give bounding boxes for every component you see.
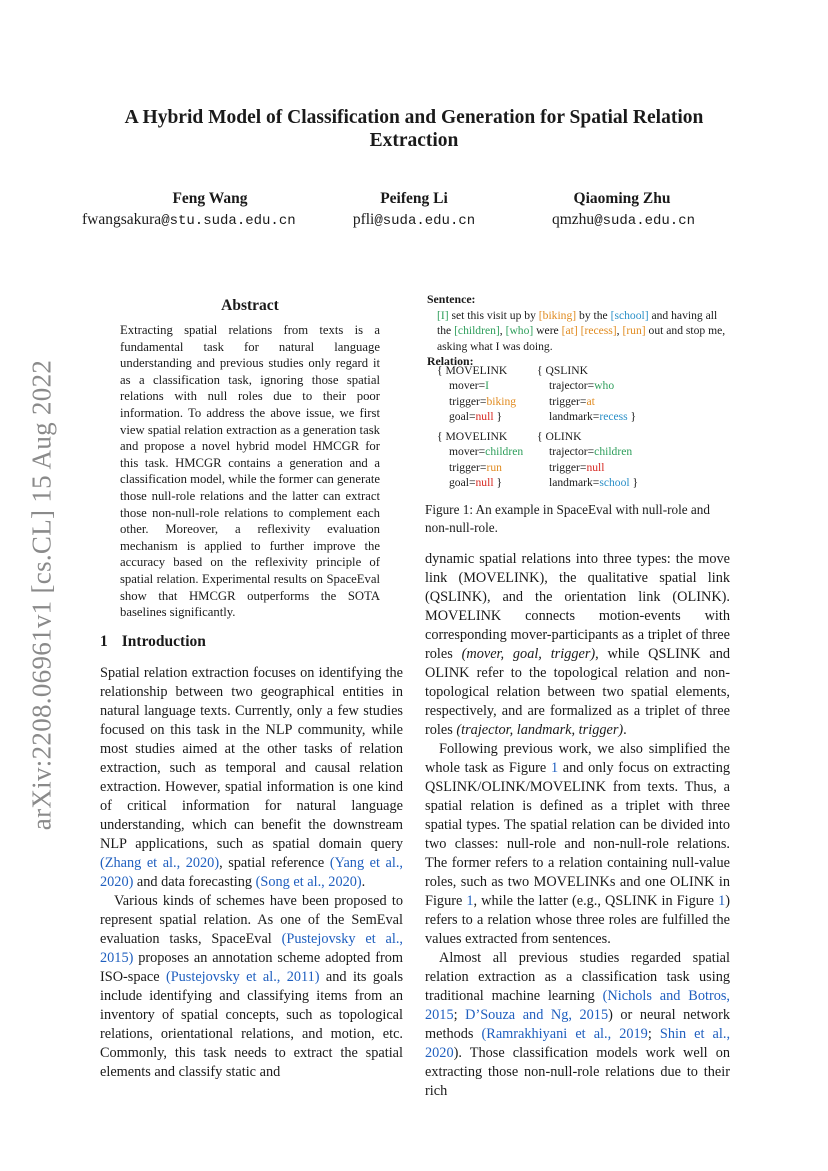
author-email: fwangsakura@stu.suda.edu.cn [82, 211, 296, 229]
paper-title: A Hybrid Model of Classification and Generation for Spatial Relation Extraction [124, 107, 704, 151]
sentence-label: Sentence: [427, 292, 476, 306]
role-green-text: who [594, 379, 615, 393]
plain-text: , [499, 324, 506, 337]
role-green-text: children [594, 445, 633, 459]
plain-text: landmark= [549, 475, 600, 489]
plain-text: } [493, 409, 503, 423]
relation-role-line [437, 409, 516, 424]
paragraph [425, 740, 730, 949]
paragraph-text: Almost all previous studies regarded spatial relation extraction as a classification task using traditional machine learning [425, 950, 730, 1004]
citation-link[interactable]: (Ramrakhiyani et al., 2019 [481, 1026, 648, 1042]
paragraph [425, 949, 730, 1101]
paragraph-text: , spatial reference [219, 855, 330, 871]
paragraph [100, 664, 403, 892]
citation-link[interactable]: D’Souza and Ng, 2015 [465, 1007, 609, 1023]
paragraph-text: Spatial relation extraction focuses on identifying the relationship between two geographical entities in natural language texts. Currently, only a few studies focused on this task in the NLP community, while most studies aimed at the other tasks of relation extraction, such as temporal and causal relation extraction. However, spatial information is one kind of critical information for natural language understanding, which can benefit the downstream NLP applications, such as spatial domain query [100, 665, 403, 852]
example-sentence [437, 308, 732, 355]
plain-text: , [616, 324, 623, 337]
author-name: Qiaoming Zhu [573, 190, 671, 207]
relation-role-line [537, 409, 636, 424]
relation-role-line [537, 460, 638, 475]
relation-role-line [437, 444, 523, 459]
paragraph-text: Following previous work, we also simplified the whole task as Figure [425, 741, 730, 776]
role-green-text: children [485, 445, 524, 459]
paragraph-text: dynamic spatial relations into three types: the move link (MOVELINK), the qualitative spatial link (QSLINK), and the orientation link (OLINK). MOVELINK connects motion-events with corresponding mover-participants as a triplet of three roles [425, 551, 730, 662]
figure-reference-link[interactable]: 1 [718, 893, 726, 909]
role-orange-text: [run] [622, 324, 646, 337]
relation-role-line [437, 378, 516, 393]
citation-link[interactable]: (Pustejovsky et al., 2011) [165, 969, 320, 985]
plain-text: trajector= [549, 379, 595, 393]
emphasis-text: (mover, goal, trigger) [461, 646, 596, 662]
abstract-heading: Abstract [221, 297, 279, 314]
relation-label: Relation: [427, 354, 474, 368]
paragraph-text: ; [647, 1026, 660, 1042]
relation-box-movelink-2 [437, 429, 523, 490]
role-teal-text: recess [599, 409, 628, 423]
author-email: qmzhu@suda.edu.cn [552, 211, 696, 229]
relation-type-label: { MOVELINK [437, 430, 508, 443]
figure-reference-link[interactable]: 1 [550, 760, 559, 776]
figure-caption: Figure 1: An example in SpaceEval with null-role and non-null-role. [425, 502, 710, 535]
paragraph [425, 550, 730, 740]
plain-text: } [629, 475, 639, 489]
relation-role-line [537, 475, 638, 490]
role-teal-text: [school] [610, 308, 649, 322]
plain-text: goal= [449, 475, 476, 489]
citation-link[interactable]: Shin et al., 2020 [425, 1026, 731, 1061]
arxiv-identifier-text: arXiv:2208.06961v1 [cs.CL] 15 Aug 2022 [26, 359, 57, 831]
relation-box-qslink [537, 363, 636, 424]
author-email: pfli@suda.edu.cn [352, 211, 476, 229]
role-red-text: null [586, 460, 605, 474]
plain-text: goal= [449, 409, 476, 423]
plain-text: out and stop me, asking what I was doing. [437, 324, 726, 353]
plain-text: by the [576, 308, 611, 322]
plain-text: mover= [449, 445, 486, 459]
citation-link[interactable]: (Pustejovsky et al., 2015) [100, 931, 403, 966]
section-number: 1 [100, 633, 108, 650]
author-block-3 [552, 188, 696, 232]
relation-role-line [437, 394, 516, 409]
figure-1 [427, 292, 732, 370]
plain-text: } [627, 409, 637, 423]
plain-text: trigger= [549, 460, 587, 474]
role-green-text: I [485, 379, 490, 393]
paragraph-text: ). Those classification models work well on extracting those non-null-role relations due to their rich [425, 1045, 730, 1099]
plain-text: trigger= [549, 394, 587, 408]
section-title: Introduction [121, 633, 206, 650]
paragraph-text: ; [453, 1007, 466, 1023]
right-column-body [425, 550, 730, 1101]
paragraph-text: , while the latter (e.g., QSLINK in Figure [473, 893, 719, 909]
paragraph-text: and data forecasting [133, 874, 256, 890]
left-column-body [100, 664, 403, 1082]
relation-box-olink [537, 429, 638, 490]
author-block-2 [344, 188, 484, 232]
arxiv-identifier [22, 330, 62, 860]
relation-role-line [537, 444, 638, 459]
role-red-text: null [475, 475, 494, 489]
plain-text: trajector= [549, 445, 595, 459]
paragraph-text: proposes an annotation scheme adopted from ISO-space [100, 950, 403, 985]
plain-text: mover= [449, 379, 486, 393]
role-orange-text: biking [486, 394, 517, 408]
paragraph-text: and only focus on extracting QSLINK/OLINK/MOVELINK from texts. Thus, a spatial relation is defined as a triplet with three spatial types. The spatial relation can be divided into two classes: null-role and non-null-role relations. The former refers to a relation containing null-value roles, such as two MOVELINKs and one OLINK in Figure [425, 760, 730, 909]
plain-text: } [493, 475, 503, 489]
relation-type-label: { MOVELINK [437, 364, 508, 377]
citation-link[interactable]: (Yang et al., 2020) [100, 855, 403, 890]
role-green-text: [children] [454, 324, 500, 337]
relation-type-label: { QSLINK [537, 364, 588, 377]
author-name: Peifeng Li [380, 190, 448, 207]
paragraph-text: ) or neural network methods [425, 1007, 730, 1042]
role-red-text: null [475, 409, 494, 423]
plain-text: were [533, 324, 562, 337]
citation-link[interactable]: (Song et al., 2020) [255, 874, 362, 890]
plain-text: trigger= [449, 460, 487, 474]
paragraph-text: , while QSLINK and OLINK refer to the topological relation and non-topological relation between two spatial elements, respectively, and are formalized as a triplet of three roles [425, 646, 730, 738]
relation-role-line [437, 460, 523, 475]
emphasis-text: (trajector, landmark, trigger) [456, 722, 624, 738]
abstract-text: Extracting spatial relations from texts is a fundamental task for natural language understanding and previous studies only regard it as a classification task, ignoring those spatial relations with null roles due to their poor information. To address the above issue, we first view spatial relation extraction as a generation task and propose a novel hybrid model HMCGR for this task. HMCGR contains a generation and a classification model, while the former can generate those null-role relations and the latter can extract those non-null-role relations to complement each other. Moreover, a reflexivity evaluation mechanism is applied to further improve the accuracy based on the reflexivity principle of spatial relation. Experimental results on SpaceEval show that HMCGR outperforms the SOTA baselines significantly. [120, 323, 380, 620]
citation-link[interactable]: (Nichols and Botros, 2015 [425, 988, 731, 1023]
author-block-1 [82, 188, 296, 232]
role-orange-text: at [586, 394, 595, 408]
paragraph-text: Various kinds of schemes have been proposed to represent spatial relation. As one of the SemEval evaluation tasks, SpaceEval [100, 893, 403, 947]
paragraph-text: ) refers to a relation whose three roles are fulfilled the values extracted from sentences. [425, 893, 730, 947]
relation-role-line [537, 394, 636, 409]
plain-text: trigger= [449, 394, 487, 408]
plain-text: and having all the [437, 308, 718, 337]
paragraph-text: and its goals include identifying and classifying items from an inventory of spatial concepts, such as topological relations, orientational relations, and motion, etc. Commonly, this task needs to extract the spatial elements and classify static and [100, 969, 404, 1080]
relation-role-line [537, 378, 636, 393]
role-teal-text: school [599, 475, 630, 489]
role-green-text: [who] [505, 324, 534, 337]
role-orange-text: [at] [561, 324, 578, 337]
role-orange-text: [biking] [538, 308, 577, 322]
section-heading [100, 633, 206, 651]
role-orange-text: [recess] [580, 324, 617, 337]
paragraph-text: . [361, 874, 366, 890]
paragraph [100, 892, 403, 1082]
paragraph-text: . [623, 722, 627, 738]
role-orange-text: run [486, 460, 502, 474]
relation-box-movelink-1 [437, 363, 516, 424]
plain-text: set this visit up by [448, 308, 539, 322]
role-green-text: [I] [437, 308, 449, 322]
citation-link[interactable]: (Zhang et al., 2020) [100, 855, 220, 871]
plain-text: landmark= [549, 409, 600, 423]
author-name: Feng Wang [172, 190, 248, 207]
relation-type-label: { OLINK [537, 430, 582, 443]
relation-role-line [437, 475, 523, 490]
figure-reference-link[interactable]: 1 [466, 893, 474, 909]
